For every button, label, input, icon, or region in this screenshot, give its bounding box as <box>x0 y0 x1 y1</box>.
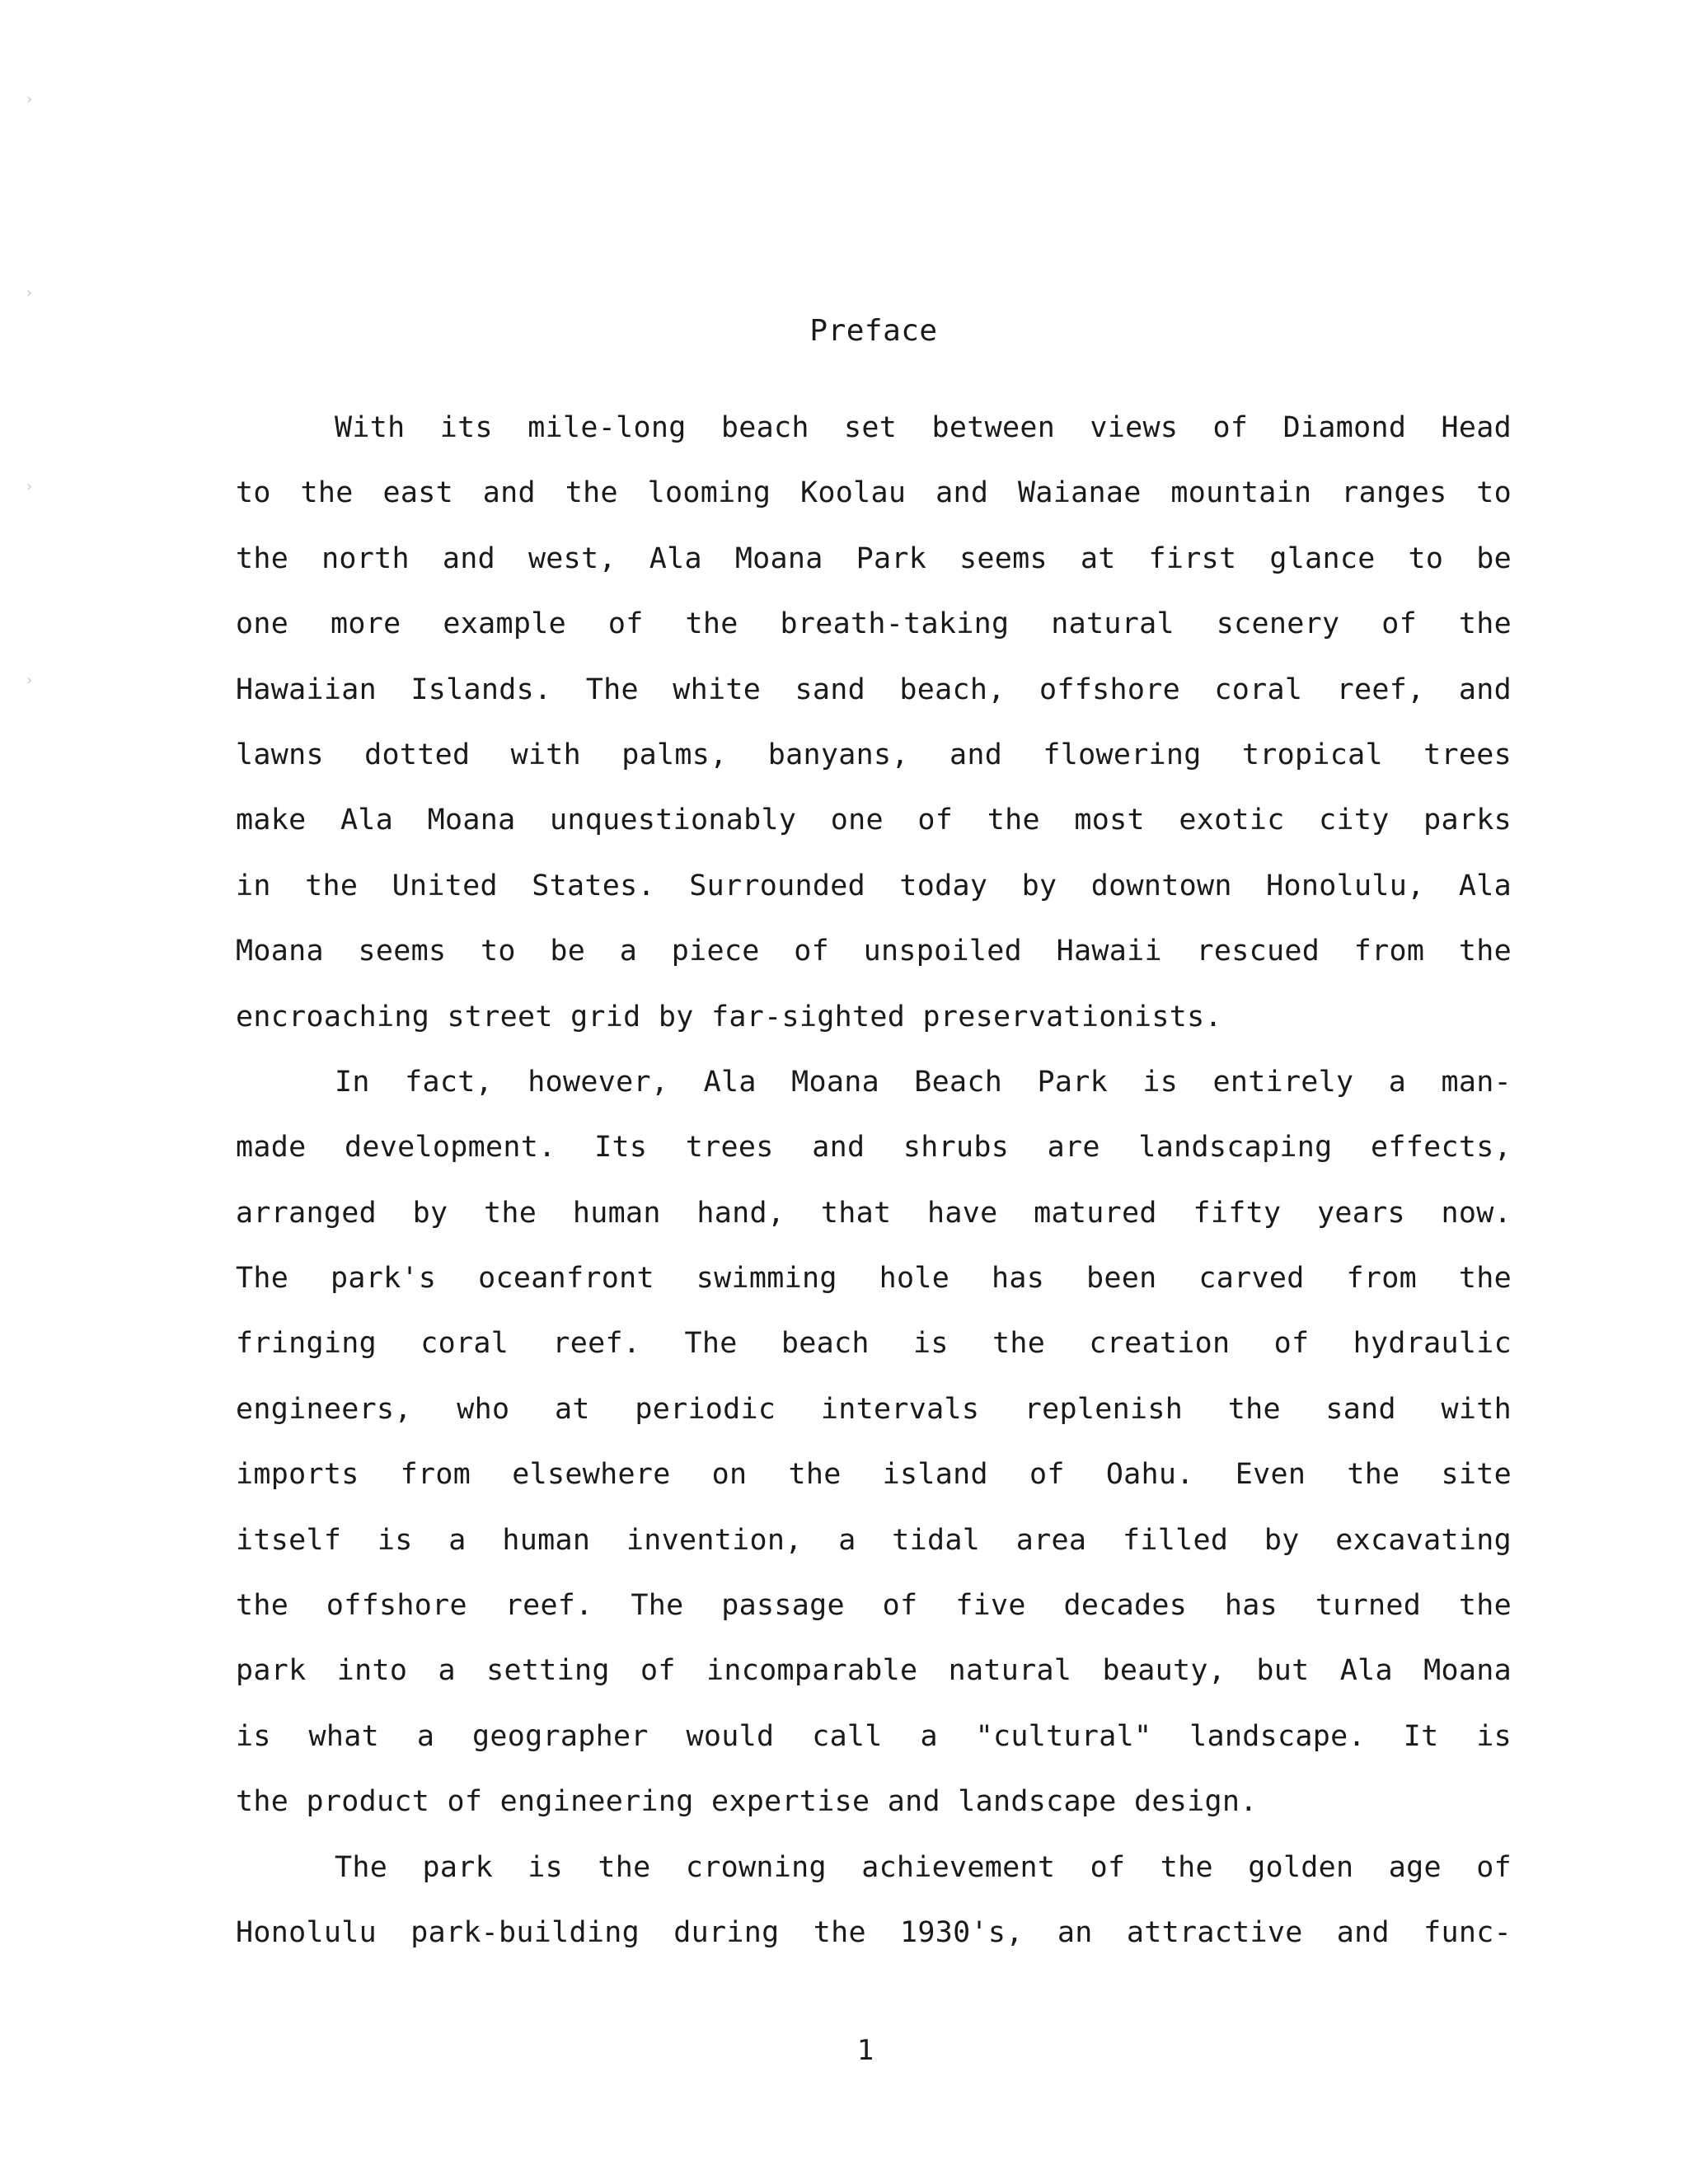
text-line: engineers, who at periodic intervals replenish the sand with <box>236 1392 1512 1426</box>
text-line: encroaching street grid by far-sighted preservationists. <box>236 1000 1222 1033</box>
text-line: In fact, however, Ala Moana Beach Park is entirely a man- <box>335 1065 1512 1099</box>
scan-margin-mark: › <box>25 478 34 495</box>
text-line: The park is the crowning achievement of the golden age of <box>335 1850 1512 1884</box>
text-line: With its mile-long beach set between views of Diamond Head <box>335 411 1512 444</box>
text-line: the north and west, Ala Moana Park seems at first glance to be <box>236 541 1512 575</box>
text-line: made development. Its trees and shrubs are landscaping effects, <box>236 1131 1512 1165</box>
text-line: Moana seems to be a piece of unspoiled Hawaii rescued from the <box>236 935 1512 968</box>
scan-margin-mark: › <box>25 91 34 108</box>
text-line: itself is a human invention, a tidal area filled by excavating <box>236 1523 1512 1557</box>
page-title: Preface <box>809 314 938 348</box>
scan-margin-mark: › <box>25 284 34 302</box>
text-line: one more example of the breath-taking natural scenery of the <box>236 607 1512 641</box>
text-line: arranged by the human hand, that have matured fifty years now. <box>236 1196 1512 1230</box>
scan-margin-mark: › <box>25 672 34 689</box>
text-line: in the United States. Surrounded today by downtown Honolulu, Ala <box>236 869 1512 902</box>
text-line: the product of engineering expertise and landscape design. <box>236 1785 1258 1819</box>
text-line: to the east and the looming Koolau and Waianae mountain ranges to <box>236 476 1512 510</box>
text-line: Hawaiian Islands. The white sand beach, offshore coral reef, and <box>236 673 1512 706</box>
text-line: the offshore reef. The passage of five decades has turned the <box>236 1589 1512 1623</box>
text-line: make Ala Moana unquestionably one of the most exotic city parks <box>236 804 1512 837</box>
text-line: fringing coral reef. The beach is the creation of hydraulic <box>236 1327 1512 1361</box>
text-line: imports from elsewhere on the island of Oahu. Even the site <box>236 1458 1512 1492</box>
page-number: 1 <box>856 2034 874 2067</box>
text-line: The park's oceanfront swimming hole has been carved from the <box>236 1262 1512 1296</box>
text-line: is what a geographer would call a "cultural" landscape. It is <box>236 1719 1512 1753</box>
body-text <box>236 396 1512 1966</box>
text-line: Honolulu park-building during the 1930's, an attractive and func- <box>236 1915 1512 1949</box>
text-line: lawns dotted with palms, banyans, and flowering tropical trees <box>236 738 1512 771</box>
text-line: park into a setting of incomparable natural beauty, but Ala Moana <box>236 1654 1512 1688</box>
